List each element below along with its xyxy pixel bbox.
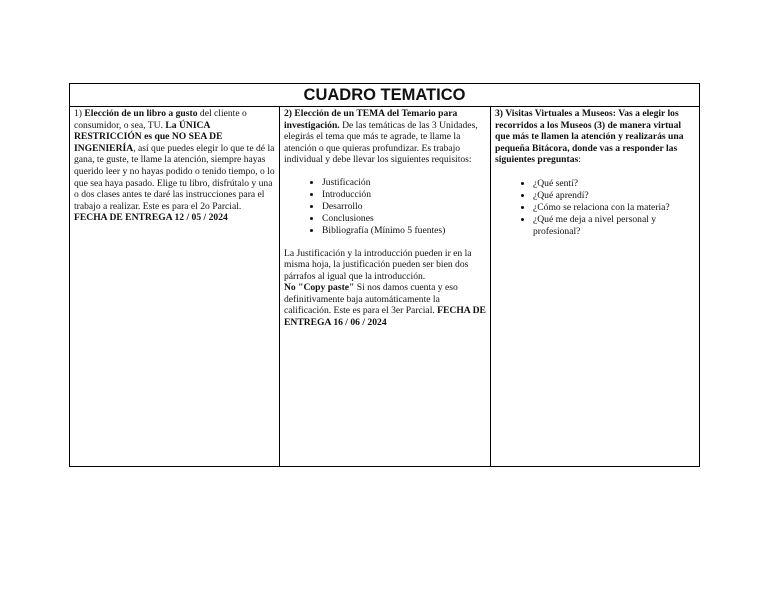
book-selection-paragraph — [74, 108, 275, 224]
justification-paragraph — [284, 248, 486, 329]
requirements-list — [284, 177, 486, 237]
research-text: De las temáticas de las 3 Unidades, elegirás el tema que más te agrade, te llame la atención o que quieras profundizar. Es trabajo individual y debe llevar los siguientes requisitos: — [284, 119, 478, 166]
list-item: • Bibliografía (Mínimo 5 fuentes) — [322, 225, 486, 237]
museums-paragraph — [495, 108, 695, 166]
penalty-text: Si nos damos cuenta y eso definitivamente baja automáticamente la calificación. Este es para el 3er Parcial. — [284, 282, 458, 317]
list-item: • Justificación — [322, 177, 486, 189]
questions-list — [495, 178, 695, 238]
list-item: • Conclusiones — [322, 213, 486, 225]
book-due-date: FECHA DE ENTREGA 12 / 05 / 2024 — [74, 212, 228, 224]
list-item: • ¿Cómo se relaciona con la materia? — [533, 202, 695, 214]
museums-heading: 3) Visitas Virtuales a Museos: Vas a elegir los recorridos a los Museos (3) de manera virtual que más te llamen la atención y realizarás una pequeña Bitácora, donde vas a responder las siguientes preguntas — [495, 108, 684, 166]
research-intro-paragraph — [284, 108, 486, 166]
table-body-row — [70, 107, 699, 467]
column-topic-research — [280, 107, 491, 467]
research-heading: 2) Elección de un TEMA del Temario para investigación. — [284, 108, 458, 131]
list-item: • ¿Qué aprendí? — [533, 190, 695, 202]
research-due-date: FECHA DE ENTREGA 16 / 06 / 2024 — [284, 305, 486, 329]
justification-text: La Justificación y la introducción pueden ir en la misma hoja, la justificación pueden ser bien dos párrafos al igual que la introducción. — [284, 247, 472, 282]
museums-colon: : — [578, 154, 581, 166]
book-heading: Elección de un libro a gusto — [84, 108, 198, 119]
column-book-selection — [70, 107, 280, 467]
list-item: • ¿Qué me deja a nivel personal y profesional? — [533, 214, 695, 238]
book-text-1: del cliente o consumidor, o sea, TU. — [74, 108, 247, 131]
book-restriction: La ÚNICA RESTRICCIÓN es que NO SEA DE INGENIERÍA — [74, 119, 223, 154]
list-item: • ¿Qué sentí? — [533, 178, 695, 190]
table-title: CUADRO TEMATICO — [70, 84, 699, 107]
no-copy-paste: No "Copy paste" — [284, 282, 355, 294]
column-virtual-museums — [491, 107, 699, 467]
list-item: • Introducción — [322, 189, 486, 201]
topic-table — [69, 83, 700, 467]
list-item: • Desarrollo — [322, 201, 486, 213]
book-text-2: , así que puedes elegir lo que te dé la gana, te guste, te llame la atención, siempre hayas querido leer y no hayas podido o tenido tiempo, o lo que sea haya pasado. Elige tu libro, disfrútalo y una o dos clases antes te daré las instrucciones para el trabajo a realizar. Este es para el 2o Parcial. — [74, 142, 275, 212]
item-number: 1) — [74, 108, 85, 119]
